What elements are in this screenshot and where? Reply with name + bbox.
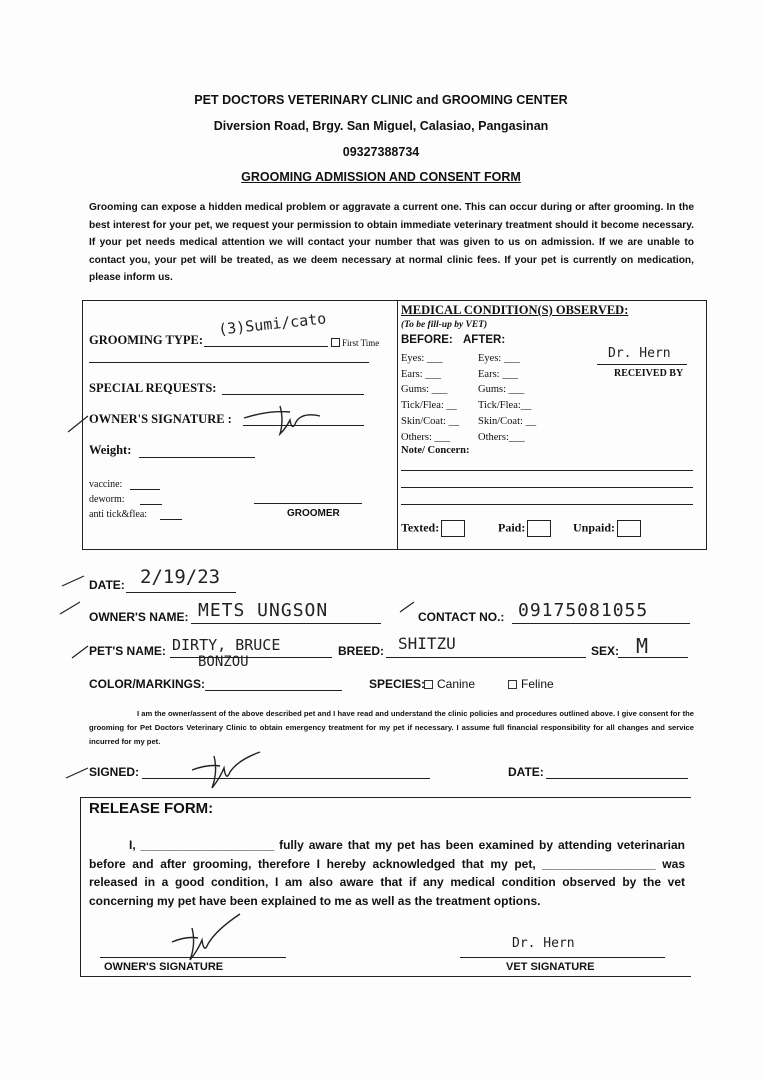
unpaid-checkbox[interactable] [617, 520, 641, 537]
before-list [401, 351, 459, 445]
after-list [478, 351, 536, 445]
first-time-checkbox[interactable] [331, 338, 340, 347]
clinic-address: Diversion Road, Brgy. San Miguel, Calasiao, Pangasinan [213, 119, 549, 133]
received-by-value: Dr. Hern [608, 346, 671, 361]
grooming-type-line-2[interactable] [89, 362, 369, 363]
tick-mark [398, 600, 418, 614]
owner-sig-label: OWNER'S SIGNATURE [104, 961, 224, 973]
after-item: Eyes: ___ [478, 353, 520, 364]
canine-checkbox[interactable] [424, 680, 433, 689]
texted-label: Texted: [401, 520, 440, 535]
vaccine-label: vaccine: [89, 479, 123, 490]
special-requests-label: SPECIAL REQUESTS: [89, 381, 217, 395]
vet-sig-line[interactable] [460, 957, 665, 958]
anti-tick-line[interactable] [160, 519, 182, 520]
release-paragraph: I, ____________________ fully aware that my pet has been examined by attending veterinarian before and after grooming, therefore I hereby acknowledged that my pet, _________________ was released in a good condition, I am also aware that if any medical condition observed by the vet concerning my pet have been explained to me as well as the treatment options. [89, 838, 685, 908]
after-item: Skin/Coat: __ [478, 415, 537, 427]
grooming-type-line[interactable] [204, 346, 328, 347]
form-title: GROOMING ADMISSION AND CONSENT FORM [241, 170, 521, 184]
vet-sig-value: Dr. Hern [512, 936, 575, 951]
sex-value: M [636, 634, 649, 658]
signed-line[interactable] [142, 778, 430, 779]
before-item: Tick/Flea: __ [401, 400, 457, 412]
feline-option[interactable]: Feline [508, 677, 554, 691]
paid-field [498, 520, 551, 537]
anti-tick-label: anti tick&flea: [89, 509, 148, 520]
signed-date-line[interactable] [546, 778, 688, 779]
after-item: Ears: ___ [478, 368, 518, 380]
before-item: Others: ___ [401, 431, 451, 443]
owner-signature-mark [240, 398, 330, 438]
signed-label: SIGNED: [89, 765, 140, 779]
paid-checkbox[interactable] [527, 520, 551, 537]
texted-checkbox[interactable] [441, 520, 465, 537]
before-item: Ears: ___ [401, 368, 441, 380]
after-item: Others:___ [478, 431, 525, 443]
note-line-3[interactable] [401, 504, 693, 505]
before-item: Gums: ___ [401, 384, 448, 396]
release-owner-signature-mark [170, 912, 250, 962]
received-by-label: RECEIVED BY [614, 368, 684, 379]
contact-line[interactable] [512, 623, 690, 624]
before-label: BEFORE: [401, 334, 453, 346]
species-label: SPECIES: [369, 677, 426, 691]
before-item: Skin/Coat: __ [401, 415, 460, 427]
check-tick-mark [66, 412, 90, 436]
breed-line[interactable] [386, 657, 586, 658]
first-time-label: First Time [342, 338, 380, 348]
tick-mark [58, 598, 86, 618]
owner-name-label: OWNER'S NAME: [89, 610, 189, 624]
note-line-1[interactable] [401, 470, 693, 471]
pet-name-value: DIRTY, BRUCE [172, 636, 281, 654]
box-divider [397, 300, 398, 550]
after-label: AFTER: [463, 334, 506, 346]
owner-name-line[interactable] [191, 623, 381, 624]
before-item: Eyes: ___ [401, 353, 443, 364]
owner-signature-label: OWNER'S SIGNATURE : [89, 412, 232, 426]
after-item: Tick/Flea:__ [478, 400, 532, 412]
grooming-type-value: (3)Sumi/cato [217, 309, 328, 339]
deworm-line[interactable] [140, 504, 162, 505]
groomer-label: GROOMER [287, 508, 340, 519]
color-label: COLOR/MARKINGS: [89, 677, 205, 691]
pet-name-value-2: BONZOU [198, 654, 249, 670]
date-line[interactable] [126, 592, 236, 593]
breed-value: SHITZU [398, 634, 456, 653]
note-line-2[interactable] [401, 487, 693, 488]
feline-checkbox[interactable] [508, 680, 517, 689]
note-label: Note/ Concern: [401, 445, 470, 456]
canine-option[interactable]: Canine [424, 677, 475, 691]
owner-name-value: METS UNGSON [198, 600, 329, 621]
tick-mark [64, 760, 92, 780]
pet-name-label: PET'S NAME: [89, 644, 166, 658]
medical-title: MEDICAL CONDITION(S) OBSERVED: [401, 303, 629, 317]
medical-subtitle: (To be fill-up by VET) [401, 320, 488, 330]
release-bottom-line [80, 976, 691, 977]
clinic-phone: 09327388734 [342, 145, 420, 159]
contact-label: CONTACT NO.: [418, 610, 505, 624]
color-line[interactable] [205, 690, 342, 691]
intro-paragraph: Grooming can expose a hidden medical problem or aggravate a current one. This can occur during or after grooming. In the best interest for your pet, we request your permission to obtain immediate veterinary treatment should it become necessary. If your pet needs medical attention we will contact your number that was given to us on admission. If we are unable to contact you, your pet will be treated, as we deem necessary at normal clinic fees. If your pet is currently on medication, please inform us. [89, 202, 694, 283]
weight-line[interactable] [139, 457, 255, 458]
after-item: Gums: ___ [478, 384, 525, 396]
signed-signature-mark [190, 744, 270, 790]
breed-label: BREED: [338, 644, 385, 658]
sex-label: SEX: [591, 644, 620, 658]
sex-line[interactable] [618, 657, 688, 658]
consent-paragraph: I am the owner/assent of the above described pet and I have read and understand the clinic policies and procedures outlined above. I give consent for the grooming for Pet Doctors Veterinary Clinic to obtain emergency treatment for my pet if necessary. I assume full financial responsibility for all changes and service incurred for my pet. [89, 709, 694, 746]
date-value: 2/19/23 [140, 566, 221, 588]
received-by-line[interactable] [597, 364, 687, 365]
date-label: DATE: [89, 578, 125, 592]
unpaid-field [573, 520, 641, 537]
clinic-name: PET DOCTORS VETERINARY CLINIC and GROOMING CENTER [194, 93, 568, 107]
pet-name-line[interactable] [170, 657, 332, 658]
deworm-label: deworm: [89, 494, 125, 505]
vet-sig-label: VET SIGNATURE [506, 961, 595, 973]
unpaid-label: Unpaid: [573, 520, 616, 535]
contact-value: 09175081055 [518, 600, 649, 621]
tick-mark [70, 640, 90, 660]
groomer-line[interactable] [254, 503, 362, 504]
signed-date-label: DATE: [508, 765, 544, 779]
vaccine-line[interactable] [130, 489, 160, 490]
weight-label: Weight: [89, 443, 132, 457]
paid-label: Paid: [498, 520, 526, 535]
release-title: RELEASE FORM: [89, 800, 214, 817]
special-requests-line[interactable] [222, 394, 364, 395]
texted-field [401, 520, 465, 537]
tick-mark [60, 570, 88, 590]
grooming-type-label: GROOMING TYPE: [89, 333, 204, 347]
